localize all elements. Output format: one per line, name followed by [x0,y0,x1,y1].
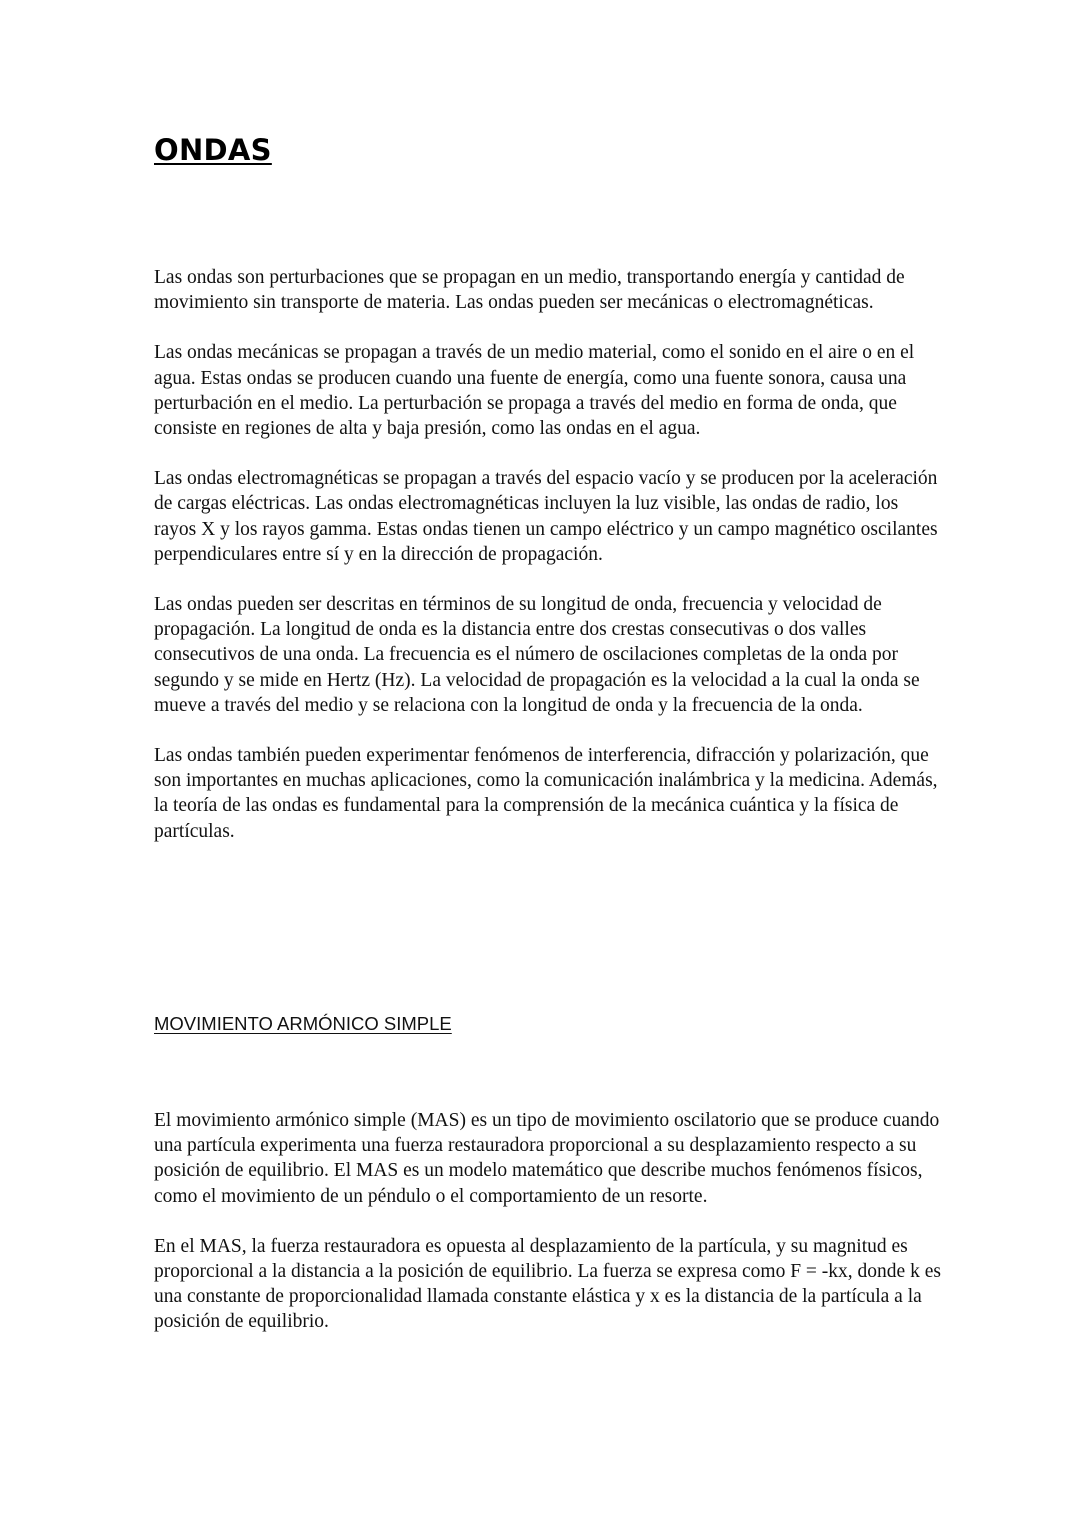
paragraph: El movimiento armónico simple (MAS) es un tipo de movimiento oscilatorio que se produce cuando una partícula experimenta una fuerza restauradora proporcional a su desplazamiento respecto a su posición de equilibrio. El MAS es un modelo matemático que describe muchos fenómenos físicos, como el movimiento de un péndulo o el comportamiento de un resorte. [154,1110,940,1207]
page-title: ONDAS [154,133,272,167]
section-heading: MOVIMIENTO ARMÓNICO SIMPLE [154,1013,452,1034]
mas-section [154,1108,944,1360]
paragraph: Las ondas electromagnéticas se propagan a través del espacio vacío y se producen por la aceleración de cargas eléctricas. Las ondas electromagnéticas incluyen la luz visible, las ondas de radio, los rayos X y los rayos gamma. Estas ondas tienen un campo eléctrico y un campo magnético oscilantes perpendiculares entre sí y en la dirección de propagación. [154,468,938,565]
paragraph: Las ondas son perturbaciones que se propagan en un medio, transportando energía y cantidad de movimiento sin transporte de materia. Las ondas pueden ser mecánicas o electromagnéticas. [154,267,905,314]
paragraph: Las ondas mecánicas se propagan a través de un medio material, como el sonido en el aire o en el agua. Estas ondas se producen cuando una fuente de energía, como una fuente sonora, causa una perturbación en el medio. La perturbación se propaga a través del medio en forma de onda, que consiste en regiones de alta y baja presión, como las ondas en el agua. [154,342,915,440]
paragraph: Las ondas también pueden experimentar fenómenos de interferencia, difracción y polarización, que son importantes en muchas aplicaciones, como la comunicación inalámbrica y la medicina. Además, la teoría de las ondas es fundamental para la comprensión de la mecánica cuántica y la física de partículas. [154,745,938,842]
paragraph: En el MAS, la fuerza restauradora es opuesta al desplazamiento de la partícula, y su magnitud es proporcional a la distancia a la posición de equilibrio. La fuerza se expresa como F = -kx, donde k es una constante de proporcionalidad llamada constante elástica y x es la distancia de la partícula a la posición de equilibrio. [154,1235,941,1333]
paragraph: Las ondas pueden ser descritas en términos de su longitud de onda, frecuencia y velocidad de propagación. La longitud de onda es la distancia entre dos crestas consecutivas o dos valles consecutivos de una onda. La frecuencia es el número de oscilaciones completas de la onda por segundo y se mide en Hertz (Hz). La velocidad de propagación es la velocidad a la cual la onda se mueve a través del medio y se relaciona con la longitud de onda y la frecuencia de la onda. [154,594,920,716]
ondas-section [154,265,944,869]
